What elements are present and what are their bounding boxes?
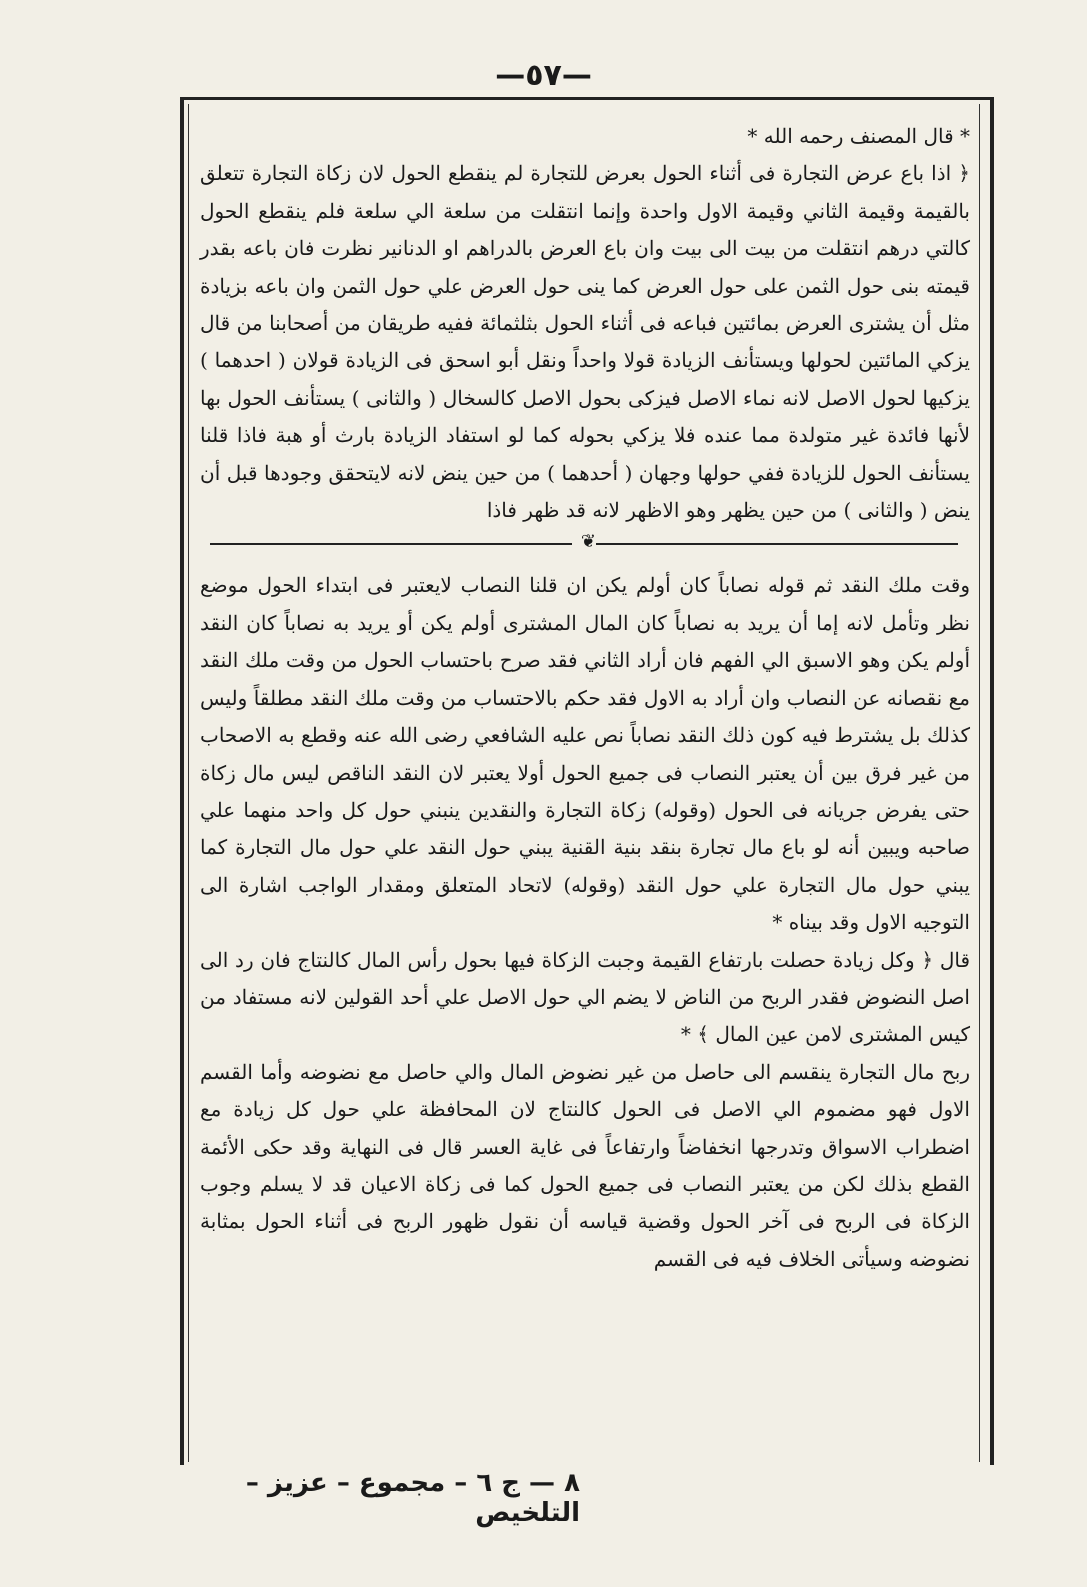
divider-ornament-icon: ❦ bbox=[580, 531, 596, 553]
main-paragraph: ﴿ اذا باع عرض التجارة فى أثناء الحول بعرض للتجارة لم ينقطع الحول لان زكاة التجارة تتعلق بالقيمة وقيمة الثاني وقيمة الاول واحدة وإنما انتقلت من سلعة الي سلعة فلم ينقطع الحول كالتي درهم انتقلت من بيت الى بيت وان باع العرض بالدراهم او الدنانير نظرت فان باعه بقدر قيمته بنى حول الثمن على حول العرض كما ينى حول العرض علي حول الثمن وان باعه بزيادة مثل أن يشترى العرض بمائتين فباعه فى أثناء الحول بثلثمائة ففيه طريقان من أصحابنا من قال يزكي المائتين لحولها ويستأنف الزيادة قولا واحداً ونقل أبو اسحق فى الزيادة قولان ( احدهما ) يزكيها لحول الاصل لانه نماء الاصل فيزكى بحول الاصل كالسخال ( والثانى ) يستأنف الحول بها لأنها فائدة غير متولدة مما عنده فلا يزكي بحوله كما لو استفاد الزيادة بارث أو هبة فاذا قلنا يستأنف الحول للزيادة ففي حولها وجهان ( أحدهما ) من حين ينض لانه لايتحقق وجودها قبل أن ينض ( والثانى ) من حين يظهر وهو الاظهر لانه قد ظهر فاذا bbox=[200, 161, 971, 523]
divider-rule-right bbox=[596, 543, 958, 545]
divider-rule-left bbox=[210, 543, 572, 545]
commentary-paragraph-3: ربح مال التجارة ينقسم الى حاصل من غير نضوض المال والي حاصل مع نضوضه وأما القسم الاول فهو مضموم الي الاصل فى الحول كالنتاج لان المحافظة علي حول كل زيادة مع اضطراب الاسواق وتدرجها انخفاضاً وارتفاعاً فى غاية العسر قال فى النهاية وقد حكى الأئمة القطع بذلك لكن من يعتبر النصاب فى جميع الحول كما فى زكاة الاعيان قد لا يسلم وجوب الزكاة فى الربح فى آخر الحول وقضية قياسه أن نقول ظهور الربح فى أثناء الحول بمثابة نضوضه وسيأتى الخلاف فيه فى القسم bbox=[200, 1059, 970, 1271]
commentary-paragraph-2: قال ﴿ وكل زيادة حصلت بارتفاع القيمة وجبت الزكاة فيها بحول رأس المال كالنتاج فان رد الى اصل النضوض فقدر الربح من الناض لا يضم الي حول الاصل علي أحد القولين لانه مستفاد من كيس المشترى لامن عين المال ﴾ * bbox=[200, 947, 970, 1047]
section-divider bbox=[200, 529, 970, 567]
commentary-paragraph-1: وقت ملك النقد ثم قوله نصاباً كان أولم يكن ان قلنا النصاب لايعتبر فى ابتداء الحول موضع نظر وتأمل لانه إما أن يريد به نصاباً كان المال المشترى أولم يكن أو يريد به نصاباً كان النقد أولم يكن وهو الاسبق الي الفهم فان أراد الثاني فقد صرح باحتساب الحول من وقت ملك النقد مع نقصانه عن النصاب وان أراد به الاول فقد حكم بالاحتساب من وقت ملك النقد مطلقاً وليس كذلك بل يشترط فيه كون ذلك النقد نصاباً نص عليه الشافعي رضى الله عنه وقطع به الاصحاب من غير فرق بين أن يعتبر النصاب فى جميع الحول أولا يعتبر لان النقد الناقص ليس مال زكاة حتى يفرض جريانه فى الحول (وقوله) زكاة التجارة والنقدين ينبني حول كل واحد منهما علي صاحبه ويبين أنه لو باع مال تجارة بنقد بنية القنية يبني حول النقد علي حول مال التجارة كما يبني حول مال التجارة علي حول النقد (وقوله) لاتحاد المتعلق ومقدار الواجب اشارة الى التوجيه الاول وقد بيناه * bbox=[200, 573, 970, 935]
main-heading: * قال المصنف رحمه الله * bbox=[747, 124, 970, 148]
footer-signature: ٨ — ج ٦ – مجموع – عزيز – التلخيص bbox=[245, 1468, 580, 1528]
page-content bbox=[200, 118, 970, 1278]
page-number: —٥٧— bbox=[495, 58, 592, 93]
